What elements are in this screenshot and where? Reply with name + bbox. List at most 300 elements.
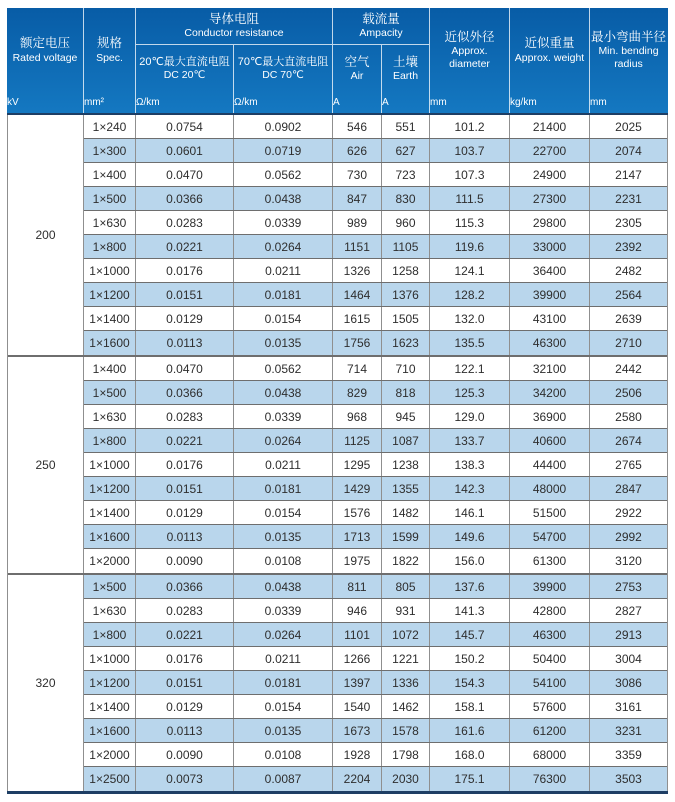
cell-weight: 61200 <box>510 719 590 742</box>
cell-air: 1928 <box>333 743 382 766</box>
cell-earth: 1072 <box>382 623 430 646</box>
cell-dc70: 0.0562 <box>234 357 333 380</box>
cell-weight: 46300 <box>510 331 590 355</box>
cell-earth: 1482 <box>382 501 430 524</box>
cell-dc70: 0.0087 <box>234 767 333 791</box>
table-row <box>84 235 667 259</box>
cell-dc20: 0.0283 <box>136 599 234 622</box>
cell-dc70: 0.0108 <box>234 743 333 766</box>
cell-weight: 50400 <box>510 647 590 670</box>
cell-radius: 3503 <box>615 772 642 786</box>
cell-weight: 22700 <box>510 139 590 162</box>
header-bending-radius-en: Min. bending radius <box>598 45 659 71</box>
unit-ohm-km-dc20: Ω/km <box>136 93 234 113</box>
cell-radius: 2753 <box>615 579 642 594</box>
table-row <box>84 429 667 453</box>
cell-air: 1615 <box>333 307 382 330</box>
unit-mm-radius: mm <box>590 96 607 108</box>
cell-spec: 1×1400 <box>84 695 136 718</box>
header-spec-en: Spec. <box>96 51 123 64</box>
cell-earth: 710 <box>382 357 430 380</box>
cell-dc70: 0.0135 <box>234 331 333 355</box>
cell-dc70: 0.0211 <box>234 453 333 476</box>
table-row <box>84 163 667 187</box>
cell-spec: 1×800 <box>84 623 136 646</box>
header-dc20-zh: 20℃最大直流电阻 <box>139 55 230 68</box>
cell-dc20: 0.0176 <box>136 647 234 670</box>
cell-radius: 2765 <box>615 457 642 472</box>
cell-diameter: 156.0 <box>430 549 510 573</box>
table-row <box>84 381 667 405</box>
cell-diameter: 103.7 <box>430 139 510 162</box>
cell-diameter: 119.6 <box>430 235 510 258</box>
cell-air: 1464 <box>333 283 382 306</box>
cell-weight: 46300 <box>510 623 590 646</box>
cell-weight: 24900 <box>510 163 590 186</box>
cell-air: 1101 <box>333 623 382 646</box>
cell-radius: 2392 <box>615 239 642 254</box>
cell-spec: 1×400 <box>84 357 136 380</box>
cell-earth: 945 <box>382 405 430 428</box>
table-row <box>84 719 667 743</box>
cell-dc20: 0.0113 <box>136 719 234 742</box>
cell-dc20: 0.0090 <box>136 743 234 766</box>
cell-diameter: 154.3 <box>430 671 510 694</box>
cell-diameter: 129.0 <box>430 405 510 428</box>
cell-dc70: 0.0211 <box>234 647 333 670</box>
voltage-group-320 <box>8 573 667 791</box>
cell-dc70: 0.0135 <box>234 719 333 742</box>
header-ampacity-en: Ampacity <box>359 27 403 40</box>
cell-dc70: 0.0562 <box>234 163 333 186</box>
cell-dc70: 0.0108 <box>234 549 333 573</box>
cell-air: 946 <box>333 599 382 622</box>
cell-dc20: 0.0151 <box>136 283 234 306</box>
cell-dc20: 0.0090 <box>136 549 234 573</box>
cell-dc70: 0.0264 <box>234 429 333 452</box>
table-row <box>84 307 667 331</box>
cell-weight: 51500 <box>510 501 590 524</box>
header-diameter-en: Approx. diameter <box>449 45 490 71</box>
cell-weight: 21400 <box>510 115 590 138</box>
cable-spec-table <box>7 8 668 794</box>
cell-air: 968 <box>333 405 382 428</box>
group-rows <box>84 575 667 791</box>
cell-dc70: 0.0719 <box>234 139 333 162</box>
cell-diameter: 132.0 <box>430 307 510 330</box>
header-earth <box>382 45 430 93</box>
cell-earth: 1462 <box>382 695 430 718</box>
cell-radius: 3231 <box>615 723 642 738</box>
table-row <box>84 549 667 573</box>
cell-weight: 39900 <box>510 283 590 306</box>
cell-dc70: 0.0154 <box>234 307 333 330</box>
cell-earth: 723 <box>382 163 430 186</box>
cell-diameter: 133.7 <box>430 429 510 452</box>
cell-spec: 1×1200 <box>84 671 136 694</box>
cell-spec: 1×800 <box>84 235 136 258</box>
cell-weight: 48000 <box>510 477 590 500</box>
cell-earth: 1238 <box>382 453 430 476</box>
cell-earth: 1087 <box>382 429 430 452</box>
table-row <box>84 743 667 767</box>
group-rows <box>84 115 667 355</box>
table-row <box>84 767 667 791</box>
header-air-zh: 空气 <box>344 54 370 69</box>
voltage-cell: 250 <box>8 357 84 573</box>
unit-a-earth: A <box>382 93 430 113</box>
cell-radius: 3359 <box>615 747 642 762</box>
cell-dc70: 0.0154 <box>234 695 333 718</box>
header-ampacity-group <box>333 8 430 45</box>
cell-dc70: 0.0339 <box>234 211 333 234</box>
cell-dc70: 0.0181 <box>234 477 333 500</box>
cell-dc20: 0.0366 <box>136 575 234 598</box>
cell-weight: 34200 <box>510 381 590 404</box>
cell-dc20: 0.0221 <box>136 429 234 452</box>
voltage-cell: 320 <box>8 575 84 791</box>
cell-dc20: 0.0113 <box>136 331 234 355</box>
cell-spec: 1×2000 <box>84 743 136 766</box>
table-row <box>84 501 667 525</box>
cell-air: 1295 <box>333 453 382 476</box>
cell-earth: 1105 <box>382 235 430 258</box>
cell-spec: 1×1000 <box>84 647 136 670</box>
table-row <box>84 453 667 477</box>
cell-diameter: 101.2 <box>430 115 510 138</box>
cell-dc70: 0.0135 <box>234 525 333 548</box>
cell-air: 1673 <box>333 719 382 742</box>
cell-diameter: 124.1 <box>430 259 510 282</box>
cell-spec: 1×1200 <box>84 477 136 500</box>
cell-dc20: 0.0113 <box>136 525 234 548</box>
header-conductor-resistance-zh: 导体电阻 <box>208 11 259 26</box>
cell-dc20: 0.0601 <box>136 139 234 162</box>
cell-air: 1756 <box>333 331 382 355</box>
cell-spec: 1×1600 <box>84 525 136 548</box>
unit-mm-diameter: mm <box>430 93 510 113</box>
cell-earth: 960 <box>382 211 430 234</box>
cell-dc20: 0.0754 <box>136 115 234 138</box>
cell-radius: 2580 <box>615 409 642 424</box>
header-rated-voltage-en: Rated voltage <box>12 51 78 64</box>
cell-air: 1540 <box>333 695 382 718</box>
cell-weight: 54700 <box>510 525 590 548</box>
cell-spec: 1×1000 <box>84 259 136 282</box>
cell-earth: 1221 <box>382 647 430 670</box>
cell-dc70: 0.0181 <box>234 671 333 694</box>
cell-weight: 32100 <box>510 357 590 380</box>
header-air-en: Air <box>350 70 364 83</box>
cell-air: 1125 <box>333 429 382 452</box>
cell-earth: 1355 <box>382 477 430 500</box>
header-rated-voltage <box>7 8 84 93</box>
table-row <box>84 211 667 235</box>
cell-dc70: 0.0339 <box>234 599 333 622</box>
cell-radius: 2506 <box>615 385 642 400</box>
cell-diameter: 142.3 <box>430 477 510 500</box>
unit-mm2: mm² <box>84 93 136 113</box>
cell-spec: 1×500 <box>84 381 136 404</box>
cell-dc70: 0.0438 <box>234 575 333 598</box>
table-row <box>84 695 667 719</box>
cell-radius: 3120 <box>615 554 642 568</box>
cell-spec: 1×300 <box>84 139 136 162</box>
cell-radius: 2847 <box>615 481 642 496</box>
cell-earth: 551 <box>382 115 430 138</box>
cell-weight: 43100 <box>510 307 590 330</box>
cell-air: 989 <box>333 211 382 234</box>
cell-diameter: 161.6 <box>430 719 510 742</box>
cell-air: 1151 <box>333 235 382 258</box>
unit-kv: kV <box>7 93 84 113</box>
cell-earth: 1258 <box>382 259 430 282</box>
cell-earth: 2030 <box>382 767 430 791</box>
table-row <box>84 187 667 211</box>
cell-diameter: 150.2 <box>430 647 510 670</box>
cell-radius: 2442 <box>615 361 642 376</box>
cell-diameter: 122.1 <box>430 357 510 380</box>
cell-weight: 57600 <box>510 695 590 718</box>
cell-earth: 1599 <box>382 525 430 548</box>
cell-earth: 1505 <box>382 307 430 330</box>
cell-dc70: 0.0264 <box>234 623 333 646</box>
cell-diameter: 141.3 <box>430 599 510 622</box>
header-spec <box>84 8 136 93</box>
table-row <box>84 647 667 671</box>
cell-air: 811 <box>333 575 382 598</box>
cell-dc20: 0.0366 <box>136 187 234 210</box>
cell-air: 1397 <box>333 671 382 694</box>
cell-air: 546 <box>333 115 382 138</box>
cell-radius: 3161 <box>615 699 642 714</box>
cell-radius: 2482 <box>615 263 642 278</box>
cell-dc70: 0.0339 <box>234 405 333 428</box>
table-row <box>84 599 667 623</box>
cell-diameter: 115.3 <box>430 211 510 234</box>
cell-diameter: 107.3 <box>430 163 510 186</box>
cell-earth: 830 <box>382 187 430 210</box>
cell-radius: 2305 <box>615 215 642 230</box>
cell-dc20: 0.0151 <box>136 477 234 500</box>
cell-diameter: 145.7 <box>430 623 510 646</box>
cell-spec: 1×400 <box>84 163 136 186</box>
table-row <box>84 623 667 647</box>
header-dc70-zh: 70℃最大直流电阻 <box>237 55 329 68</box>
cell-dc70: 0.0264 <box>234 235 333 258</box>
cell-radius: 2710 <box>615 336 642 350</box>
cell-radius: 2231 <box>615 191 642 206</box>
cell-diameter: 175.1 <box>430 767 510 791</box>
cell-spec: 1×630 <box>84 599 136 622</box>
cell-dc20: 0.0129 <box>136 307 234 330</box>
unit-a-air: A <box>333 93 382 113</box>
table-row <box>84 405 667 429</box>
cell-dc20: 0.0283 <box>136 211 234 234</box>
table-row <box>84 477 667 501</box>
cell-dc70: 0.0211 <box>234 259 333 282</box>
header-weight-en: Approx. weight <box>514 51 585 64</box>
cell-diameter: 111.5 <box>430 187 510 210</box>
cell-spec: 1×1400 <box>84 501 136 524</box>
cell-air: 1326 <box>333 259 382 282</box>
cell-spec: 1×500 <box>84 187 136 210</box>
cell-spec: 1×240 <box>84 115 136 138</box>
header-conductor-resistance-group <box>136 8 333 45</box>
header-conductor-resistance-en: Conductor resistance <box>184 27 284 40</box>
header-dc20 <box>136 45 234 93</box>
cell-dc20: 0.0283 <box>136 405 234 428</box>
cell-dc70: 0.0438 <box>234 381 333 404</box>
cell-dc20: 0.0073 <box>136 767 234 791</box>
cell-spec: 1×1600 <box>84 719 136 742</box>
cell-weight: 36400 <box>510 259 590 282</box>
cell-earth: 1376 <box>382 283 430 306</box>
unit-kg-km: kg/km <box>510 93 590 113</box>
header-air <box>333 45 382 93</box>
cell-radius: 2922 <box>615 505 642 520</box>
cell-diameter: 135.5 <box>430 331 510 355</box>
voltage-group-250 <box>8 355 667 573</box>
cell-dc20: 0.0176 <box>136 453 234 476</box>
cell-dc20: 0.0176 <box>136 259 234 282</box>
cell-air: 1429 <box>333 477 382 500</box>
cell-spec: 1×1400 <box>84 307 136 330</box>
cell-diameter: 128.2 <box>430 283 510 306</box>
cell-radius: 2564 <box>615 287 642 302</box>
cell-diameter: 138.3 <box>430 453 510 476</box>
header-ampacity-zh: 载流量 <box>362 11 400 26</box>
cell-dc20: 0.0129 <box>136 695 234 718</box>
cell-radius: 2147 <box>615 167 642 182</box>
group-rows <box>84 357 667 573</box>
unit-ohm-km-dc70: Ω/km <box>234 93 333 113</box>
cell-air: 2204 <box>333 767 382 791</box>
cell-diameter: 137.6 <box>430 575 510 598</box>
cell-weight: 40600 <box>510 429 590 452</box>
cell-diameter: 146.1 <box>430 501 510 524</box>
table-row <box>84 575 667 599</box>
cell-dc20: 0.0470 <box>136 357 234 380</box>
cell-radius: 3086 <box>615 675 642 690</box>
cell-weight: 42800 <box>510 599 590 622</box>
cell-diameter: 125.3 <box>430 381 510 404</box>
header-rated-voltage-zh: 额定电压 <box>19 36 70 51</box>
header-bending-radius <box>590 8 667 93</box>
cell-earth: 1822 <box>382 549 430 573</box>
cell-air: 1713 <box>333 525 382 548</box>
cell-spec: 1×500 <box>84 575 136 598</box>
header-earth-zh: 土壤 <box>392 54 418 69</box>
cell-earth: 1798 <box>382 743 430 766</box>
table-row <box>84 671 667 695</box>
cell-air: 1975 <box>333 549 382 573</box>
cell-weight: 54100 <box>510 671 590 694</box>
cell-dc20: 0.0470 <box>136 163 234 186</box>
cell-air: 847 <box>333 187 382 210</box>
cell-air: 626 <box>333 139 382 162</box>
cell-dc70: 0.0438 <box>234 187 333 210</box>
cell-air: 730 <box>333 163 382 186</box>
cell-spec: 1×1600 <box>84 331 136 355</box>
cell-dc20: 0.0221 <box>136 235 234 258</box>
cell-dc70: 0.0902 <box>234 115 333 138</box>
cell-radius: 2639 <box>615 311 642 326</box>
cell-radius: 2674 <box>615 433 642 448</box>
cell-earth: 1578 <box>382 719 430 742</box>
cell-earth: 1623 <box>382 331 430 355</box>
cell-earth: 805 <box>382 575 430 598</box>
cell-air: 1266 <box>333 647 382 670</box>
cell-weight: 36900 <box>510 405 590 428</box>
cell-radius: 2827 <box>615 603 642 618</box>
cell-earth: 818 <box>382 381 430 404</box>
cell-weight: 76300 <box>510 767 590 791</box>
cell-weight: 68000 <box>510 743 590 766</box>
cell-spec: 1×630 <box>84 211 136 234</box>
header-weight <box>510 8 590 93</box>
table-header <box>7 8 668 115</box>
cell-earth: 1336 <box>382 671 430 694</box>
cell-weight: 27300 <box>510 187 590 210</box>
cell-dc20: 0.0366 <box>136 381 234 404</box>
cell-dc70: 0.0181 <box>234 283 333 306</box>
cell-earth: 931 <box>382 599 430 622</box>
header-spec-zh: 规格 <box>96 36 122 51</box>
table-row <box>84 115 667 139</box>
cell-diameter: 158.1 <box>430 695 510 718</box>
cell-spec: 1×1200 <box>84 283 136 306</box>
cell-air: 1576 <box>333 501 382 524</box>
cell-dc20: 0.0221 <box>136 623 234 646</box>
cell-air: 714 <box>333 357 382 380</box>
cell-radius: 2913 <box>615 627 642 642</box>
header-weight-zh: 近似重量 <box>524 36 575 51</box>
cell-weight: 44400 <box>510 453 590 476</box>
cell-diameter: 168.0 <box>430 743 510 766</box>
cell-dc70: 0.0154 <box>234 501 333 524</box>
cell-radius: 2074 <box>615 143 642 158</box>
table-body <box>7 115 668 791</box>
header-earth-en: Earth <box>392 70 419 83</box>
table-row <box>84 259 667 283</box>
voltage-cell: 200 <box>8 115 84 355</box>
table-row <box>84 525 667 549</box>
cell-spec: 1×2000 <box>84 549 136 573</box>
header-dc70-en: DC 70℃ <box>262 69 304 82</box>
cell-spec: 1×630 <box>84 405 136 428</box>
cell-dc20: 0.0151 <box>136 671 234 694</box>
cell-radius: 3004 <box>615 651 642 666</box>
header-dc20-en: DC 20℃ <box>163 69 206 82</box>
table-row <box>84 139 667 163</box>
cell-diameter: 149.6 <box>430 525 510 548</box>
header-dc70 <box>234 45 333 93</box>
cell-weight: 61300 <box>510 549 590 573</box>
table-row <box>84 331 667 355</box>
header-diameter-zh: 近似外径 <box>444 29 495 44</box>
cell-radius: 2025 <box>615 119 642 134</box>
cell-air: 829 <box>333 381 382 404</box>
header-bending-radius-zh: 最小弯曲半径 <box>590 29 666 44</box>
voltage-group-200 <box>8 115 667 355</box>
cell-weight: 33000 <box>510 235 590 258</box>
cell-earth: 627 <box>382 139 430 162</box>
cell-spec: 1×800 <box>84 429 136 452</box>
cell-radius: 2992 <box>615 529 642 544</box>
header-diameter <box>430 8 510 93</box>
cell-spec: 1×2500 <box>84 767 136 791</box>
